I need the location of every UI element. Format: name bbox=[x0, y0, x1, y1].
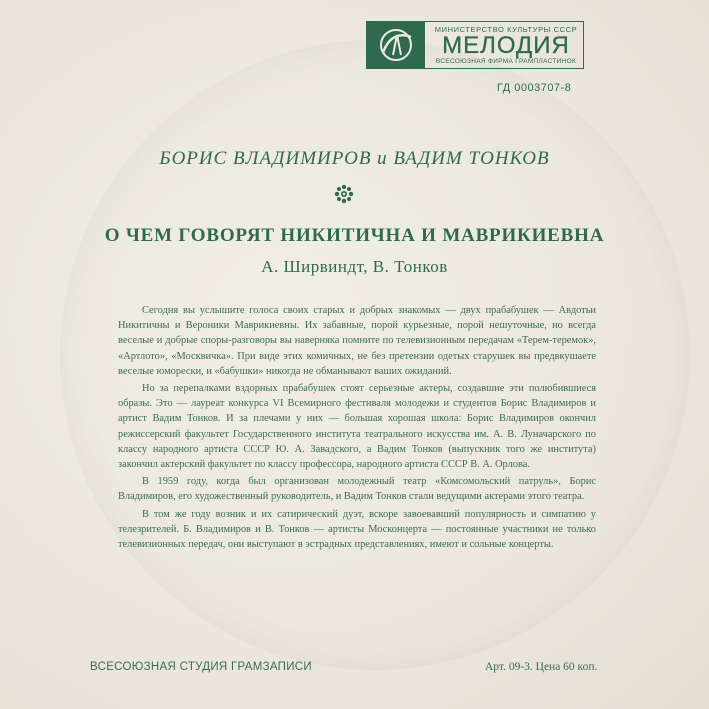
liner-paragraph: Сегодня вы услышите голоса своих старых и добрых знакомых — двух прабабушек — Авдотьи Никитичны и Вероники Маврикиевны. Их забавные, порой курьезные, порой нешуточные, но всегда веселые и добрые споры-разговоры вы наверняка помните по телевизионным передачам «Терем-теремок», «Артлото», «Москвичка». При виде этих комичных, не без претензии одетых старушек вы предвкушаете веселые юморески, и «бабушки» никогда не обманывают ваших ожиданий. bbox=[118, 305, 596, 377]
logo-company-line: ВСЕСОЮЗНАЯ ФИРМА ГРАМПЛАСТИНОК bbox=[435, 57, 577, 65]
liner-paragraph: Но за перепалками вздорных прабабушек стоят серьезные актеры, создавшие эти полюбившиеся образы. Это — лауреат конкурса VI Всемирного фестиваля молодежи и студентов Борис Владимиров и артист Вадим Тонков. И за плечами у них — большая хорошая школа: Борис Владимиров окончил режиссерский факультет Государственного института театрального искусства им. А. В. Луначарского по классу народного артиста СССР Ю. А. Завадского, а Вадим Тонков (выпускник того же института) закончил актерский факультет по классу профессора, народного артиста СССР В. А. Орлова. bbox=[118, 383, 596, 471]
album-title: О ЧЕМ ГОВОРЯТ НИКИТИЧНА И МАВРИКИЕВНА bbox=[104, 225, 605, 246]
melodiya-emblem-icon bbox=[367, 22, 425, 68]
liner-paragraph: В том же году возник и их сатирический дуэт, вскоре завоевавший популярность и симпатию у телезрителей. Б. Владимиров и В. Тонков — артисты Москонцерта — постоянные участники не только телевизионных передач, они выступают в эстрадных представлениях, имеют и сольные концерты. bbox=[118, 508, 596, 551]
artists-heading: БОРИС ВЛАДИМИРОВ и ВАДИМ ТОНКОВ bbox=[159, 148, 550, 169]
authors-line: А. Ширвиндт, В. Тонков bbox=[261, 257, 448, 276]
flower-ornament-icon bbox=[334, 184, 354, 204]
catalog-number: ГД 0003707-8 bbox=[497, 82, 572, 94]
melodiya-logo bbox=[366, 21, 584, 69]
liner-paragraph: В 1959 году, когда был организован молодежный театр «Комсомольский патруль», Борис Владимиров, его художественный руководитель, и Вадим Тонков стали ведущими актерами этого театра. bbox=[118, 476, 596, 503]
studio-name: ВСЕСОЮЗНАЯ СТУДИЯ ГРАМЗАПИСИ bbox=[90, 661, 312, 673]
liner-notes bbox=[118, 303, 596, 554]
logo-ministry-line: МИНИСТЕРСТВО КУЛЬТУРЫ СССР bbox=[434, 24, 578, 34]
logo-brand: МЕЛОДИЯ bbox=[442, 31, 570, 59]
logo-text-block bbox=[425, 22, 583, 68]
price-line: Арт. 09-3. Цена 60 коп. bbox=[485, 661, 598, 673]
